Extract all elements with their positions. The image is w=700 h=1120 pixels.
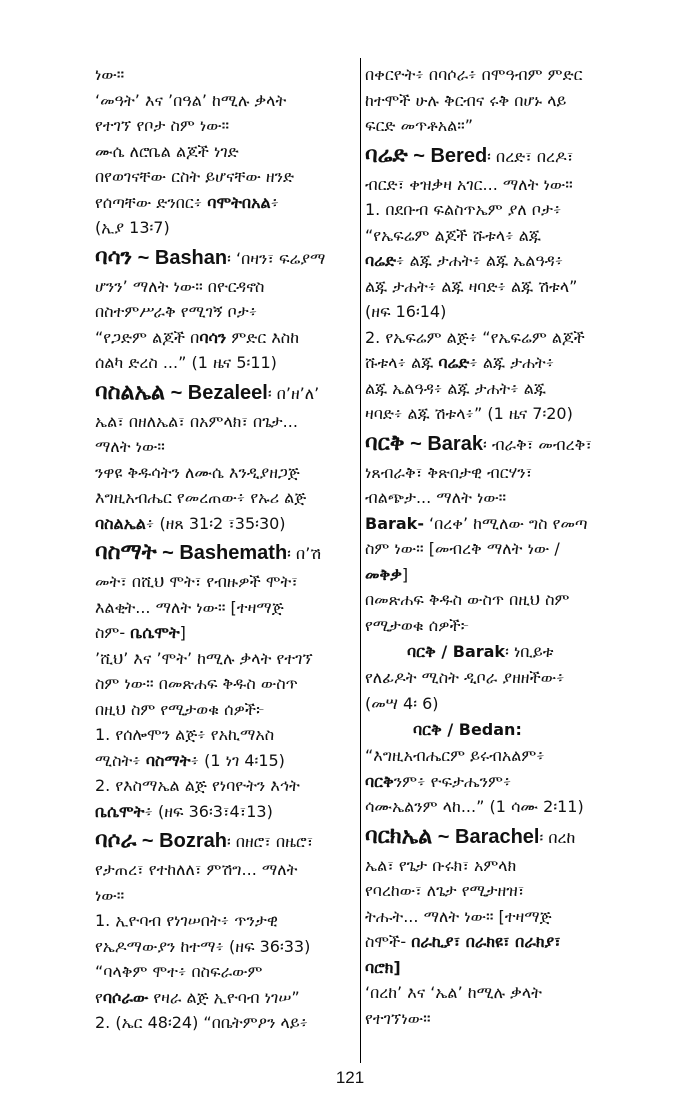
text-line [365, 350, 655, 376]
meaning: ፡ በ’ዘ’ለ’ [267, 383, 320, 403]
text-span: ስም- [95, 623, 131, 642]
headword: ባሶራ [95, 828, 137, 853]
english-name: ~ Bered [407, 144, 488, 167]
bold-name: ባሶራው [102, 987, 149, 1007]
meaning: ፡ ‘በዛን፣ ፍሬያማ [227, 248, 326, 268]
text-line: ማለት ነው። [95, 437, 165, 456]
text-line: የተገኘ የቦታ ስም ነው። [95, 116, 230, 135]
text-line [95, 325, 357, 351]
text-line: ከተሞች ሁሉ ቅርብና ሩቅ በሆኑ ላይ [365, 90, 567, 110]
text-line [365, 562, 655, 588]
text-line: 2. የእስማኤል ልጅ የነባዮትን እኅት [95, 776, 300, 795]
text-line: እልቂት... ማለት ነው። [ተዛማጅ [95, 597, 284, 617]
text-span: ፥ [270, 192, 280, 212]
text-span: ስሞች- [365, 932, 412, 951]
text-line: “የኤፍሬም ልጆች ሹቱላ፥ ልጁ [365, 225, 541, 245]
text-span: ፥ (ዘጸ 31፡2 ፣35፡30) [145, 513, 286, 533]
right-column [365, 62, 655, 1031]
text-span: ፥ (1 ነገ 4፡15) [190, 750, 285, 770]
text-line: ትሑት... ማለት ነው። [ተዛማጅ [365, 906, 552, 926]
text-span: የ [95, 987, 103, 1007]
bold-name: ባስልኤል [95, 513, 146, 533]
text-line: (ኢያ 13፡7) [95, 218, 170, 237]
text-line: 1. በደቡብ ፍልስጥኤም ያለ ቦታ፥ [365, 200, 562, 219]
text-span: ፥ ልጁ ታሐት፥ [469, 353, 555, 372]
bold-name: ባርቅ / Barak [407, 642, 506, 661]
bold-name: ባስማት [145, 750, 191, 770]
headword: ባሬድ [365, 142, 408, 168]
text-line: ሰልካ ድረስ ...” (1 ዜና 5፡11) [95, 353, 277, 372]
bold-name: ቤሴሞት [130, 623, 180, 642]
meaning: ፡ በረከ [539, 827, 576, 847]
bold-name: ባሮክ] [365, 957, 401, 977]
text-line: መት፣ በሺህ ሞት፣ የብዙዎች ሞት፣ [95, 572, 298, 591]
text-line: ንዋዩ ቅዱሳትን ለሙሴ እንዲያዘጋጅ [95, 462, 300, 482]
text-line: የባረከው፣ ለጌታ የሚታዘዝ፣ [365, 881, 525, 900]
text-line: ‘መዓት’ እና ’በዓል’ ከሚሉ ቃላት [95, 90, 287, 110]
text-span: ፥ ልጁ ታሐት፥ ልጁ ኤልዓዳ፥ [396, 251, 564, 270]
text-line [95, 799, 357, 825]
text-span: የሰጣቸው ድንበር፥ [95, 192, 208, 212]
text-span: ንም፥ ዮፍታሔንም፥ [393, 771, 512, 791]
text-line: ብርድ፣ ቀዝቃዛ አገር... ማለት ነው። [365, 174, 573, 194]
headword: ባርክኤል [365, 823, 433, 849]
text-line: 2. (ኤር 48፡24) “በቤትምዖን ላይ፥ [95, 1013, 309, 1032]
text-span: ፥ (ዘፍ 36፡3፣4፣13) [144, 801, 273, 821]
text-line [365, 248, 655, 274]
text-line: ‘በረከ’ እና ‘ኤል’ ከሚሉ ቃላት [365, 983, 542, 1002]
meaning: ፡ በረድ፣ በረዶ፣ [487, 146, 574, 166]
text-line: እግዚአብሔር የመረጠው፥ የኡሪ ልጅ [95, 488, 307, 507]
entry-heading-barachel [365, 820, 655, 853]
text-span: ፡ ነቢይቱ [505, 642, 554, 661]
text-line [365, 511, 655, 537]
bold-name: ባሞትበአል [207, 192, 271, 212]
text-span: “የጋድም ልጆች በ [95, 327, 200, 347]
text-line: የኤዶማውያን ከተማ፥ (ዘፍ 36፡33) [95, 936, 311, 956]
entry-heading-bered [365, 139, 655, 172]
text-line: ስም ነው። በመጽሐፍ ቅዱስ ውስጥ [95, 674, 298, 693]
bold-name: Barak- [365, 513, 424, 533]
text-line: በዚህ ስም የሚታወቁ ሰዎች፦ [95, 699, 265, 719]
text-line: ኤል፣ የጌታ ቡሩክ፣ አምላክ [365, 855, 517, 875]
english-name: ~ Bezaleel [165, 381, 268, 404]
text-line: የለፊዶት ሚስት ዲቦራ ያዘዘችው፥ [365, 668, 565, 687]
english-name: ~ Bashemath [156, 542, 288, 564]
text-line: ’ሺህ’ እና ’ሞት’ ከሚሉ ቃላት የተገኘ [95, 648, 313, 668]
text-span: ] [401, 564, 409, 584]
entry-heading-bezaleel [95, 376, 357, 409]
text-line: በቀርዮት፥ በባሶራ፥ በሞዓብም ምድር [365, 65, 583, 84]
english-name: ~ Bozrah [136, 830, 227, 852]
text-line [95, 985, 357, 1011]
text-line: 2. የኤፍሬም ልጅ፥ “የኤፍሬም ልጆች [365, 327, 585, 347]
bold-name: ባርቅ [365, 771, 394, 791]
text-line: 1. ኢዮባብ የነገሠበት፥ ጥንታዊ [95, 911, 278, 930]
text-line: ነው። [95, 65, 125, 84]
text-line: የተገኘነው። [365, 1008, 431, 1028]
text-line [365, 769, 655, 795]
text-line: (ዘፍ 16፡14) [365, 302, 447, 321]
bold-name: መቅቃ [365, 564, 402, 584]
text-line: በየወገናቸው ርስት ይሆናቸው ዘንድ [95, 167, 295, 186]
headword: ባስማት [95, 540, 157, 565]
text-span: የዛራ ልጅ ኢዮባብ ነገሠ” [148, 987, 300, 1007]
text-line: ሆንን’ ማለት ነው። በዮርዳኖስ [95, 276, 265, 296]
meaning: ፡ ብራቅ፣ መብረቅ፣ [482, 434, 592, 454]
text-line: ልጁ ኤልዓዳ፥ ልጁ ታሐት፥ ልጁ [365, 378, 546, 398]
subentry-heading [365, 716, 655, 743]
text-line: (መሣ 4፡ 6) [365, 693, 439, 713]
text-line: የታጠረ፣ የተከለለ፣ ምሽግ... ማለት [95, 860, 298, 879]
bold-name: ቤሴሞት [95, 801, 145, 821]
english-name: ~ Barachel [432, 825, 540, 848]
text-line [95, 748, 357, 774]
bold-name: በራኪያ፣ በራክዩ፣ በራክያ፣ [411, 932, 561, 951]
headword: ባርቅ [365, 430, 405, 456]
english-name: ~ Barak [404, 432, 483, 455]
text-line: “እግዚአብሔርም ይሩብአልም፥ [365, 746, 545, 765]
text-span: ‘በረቀ’ ከሚለው ግስ የመጣ [423, 513, 588, 533]
bold-name: ባርቅ / Bedan: [413, 720, 522, 739]
text-span: ሚስት፥ [95, 750, 146, 770]
text-line: በመጽሐፍ ቅዱስ ውስጥ በዚህ ስም [365, 590, 570, 609]
subentry-heading [365, 638, 655, 665]
entry-heading-barak [365, 427, 655, 460]
page-number: 121 [335, 1068, 365, 1087]
text-span: ] [179, 623, 186, 642]
text-span: ምድር እስከ [226, 327, 300, 347]
bold-name: ባሬድ [438, 353, 470, 372]
text-line: ኤል፣ በዘለኤል፣ በአምላክ፣ በጌታ... [95, 411, 298, 431]
meaning: ፡ በ’ሽ [287, 544, 322, 563]
meaning: ፡ በዘሮ፣ በዜሮ፣ [226, 832, 314, 851]
text-line [95, 620, 357, 646]
text-line: 1. የሰሎሞን ልጅ፥ የአኪማአስ [95, 725, 275, 744]
text-line: ፍርድ መጥቶአል።” [365, 116, 473, 135]
text-line: ነጸብራቅ፣ ቅጽበታዊ ብርሃን፣ [365, 462, 533, 482]
column-divider [360, 58, 361, 1063]
text-line: ነው። [95, 885, 125, 905]
bold-name: ባሳን [199, 327, 227, 347]
text-line: “ባላቅም ሞተ፥ በስፍራውም [95, 962, 263, 981]
headword: ባስልኤል [95, 379, 166, 405]
text-line [365, 955, 655, 981]
text-line: የሚታወቁ ሰዎች፦ [365, 615, 470, 635]
text-line [365, 929, 655, 955]
headword: ባሳን [95, 244, 133, 270]
text-line [95, 190, 357, 216]
bold-name: ባሬድ [365, 251, 397, 270]
text-line: በስተምሥራቅ የሚገኝ ቦታ፥ [95, 302, 258, 321]
english-name: ~ Bashan [132, 246, 228, 269]
left-column [95, 62, 357, 1036]
entry-heading-bashan [95, 241, 357, 274]
text-line: ልጁ ታሐት፥ ልጁ ዛባድ፥ ልጁ ሽቱላ” [365, 276, 578, 296]
entry-heading-bashemath [95, 536, 357, 569]
text-line: ስም ነው። [መብረቅ ማለት ነው / [365, 539, 560, 558]
text-line: ሳሙኤልንም ላከ...” (1 ሳሙ 2፡11) [365, 797, 584, 816]
text-line: ሙሴ ለሮቤል ልጆች ነገድ [95, 141, 239, 161]
text-span: ሹቱላ፥ ልጁ [365, 353, 439, 372]
text-line: ብልጭታ... ማለት ነው። [365, 488, 507, 507]
text-line [95, 511, 357, 537]
entry-heading-bozrah [95, 824, 357, 857]
text-line: ዛባድ፥ ልጁ ሽቱላ፥” (1 ዜና 7፡20) [365, 404, 573, 423]
